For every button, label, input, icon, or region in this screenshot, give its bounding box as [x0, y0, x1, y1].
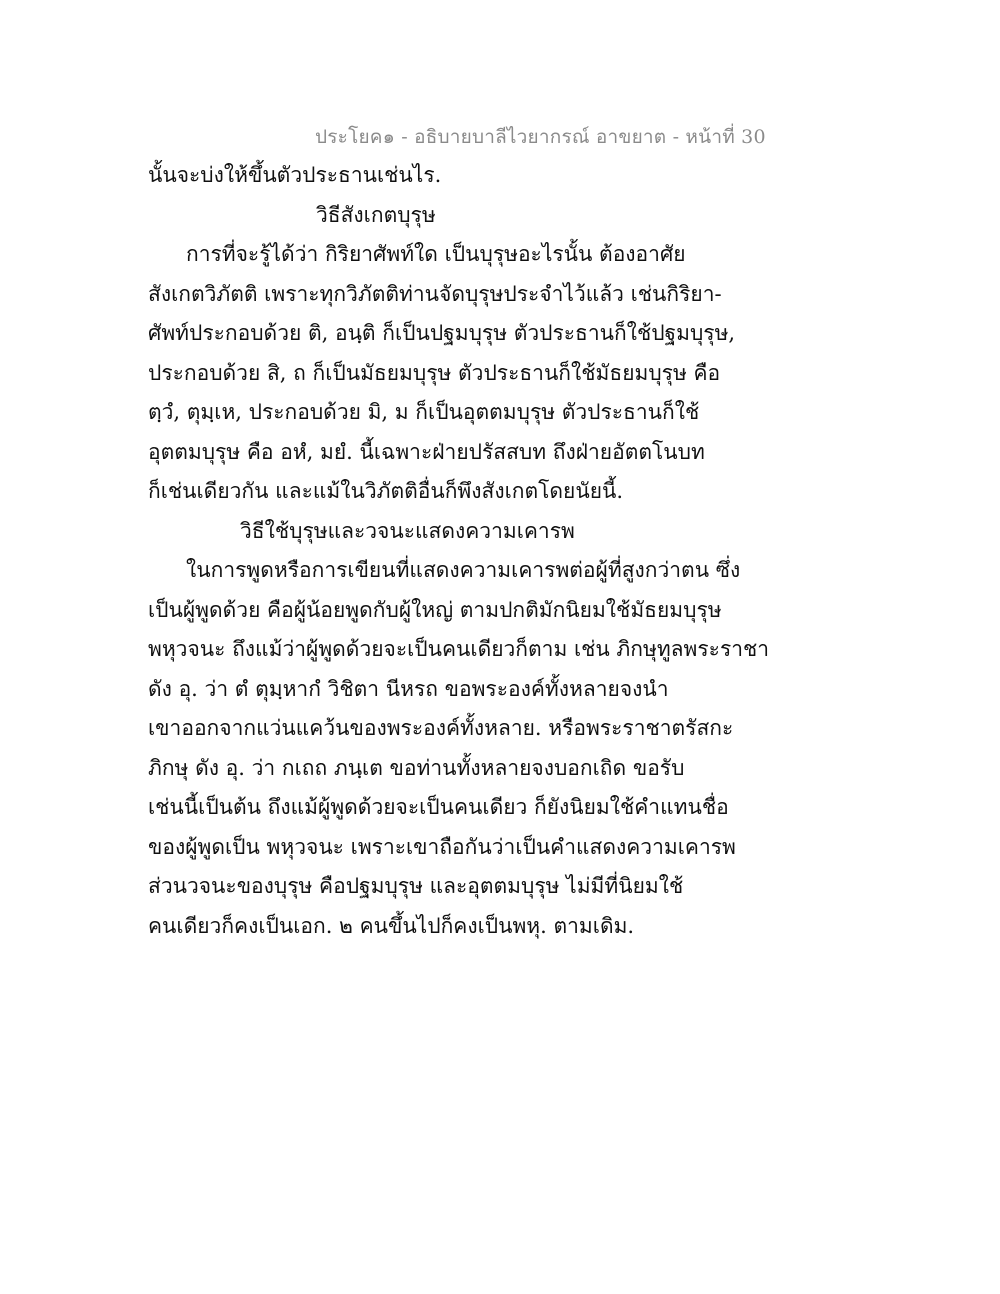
paragraph-line: เขาออกจากแว่นแคว้นของพระองค์ทั้งหลาย. หรือพระราชาตรัสกะ: [148, 716, 734, 740]
paragraph-line: ในการพูดหรือการเขียนที่แสดงความเคารพต่อผู้ที่สูงกว่าตน ซึ่ง: [186, 558, 741, 582]
paragraph-line: ดัง อุ. ว่า ตํ ตุมฺหากํ วิชิตา นีหรถ ขอพระองค์ทั้งหลายจงนำ: [148, 676, 669, 701]
paragraph-line: คนเดียวก็คงเป็นเอก. ๒ คนขึ้นไปก็คงเป็นพหุ. ตามเดิม.: [148, 913, 635, 938]
paragraph-line: ของผู้พูดเป็น พหุวจนะ เพราะเขาถือกันว่าเป็นคำแสดงความเคารพ: [148, 834, 736, 859]
section-heading: วิธีสังเกตบุรุษ: [316, 202, 436, 227]
paragraph-line: อุตตมบุรุษ คือ อหํ, มยํ. นี้เฉพาะฝ่ายปรัสสบท ถึงฝ่ายอัตตโนบท: [148, 439, 705, 464]
paragraph-line: เป็นผู้พูดด้วย คือผู้น้อยพูดกับผู้ใหญ่ ตามปกติมักนิยมใช้มัธยมบุรุษ: [148, 597, 722, 622]
paragraph-line: พหุวจนะ ถึงแม้ว่าผู้พูดด้วยจะเป็นคนเดียวก็ตาม เช่น ภิกษุทูลพระราชา: [148, 637, 770, 661]
paragraph-line: ประกอบด้วย สิ, ถ ก็เป็นมัธยมบุรุษ ตัวประธานก็ใช้มัธยมบุรุษ คือ: [148, 360, 721, 385]
paragraph-line: ส่วนวจนะของบุรุษ คือปฐมบุรุษ และอุตตมบุรุษ ไม่มีที่นิยมใช้: [148, 874, 684, 898]
paragraph-line: นั้นจะบ่งให้ขึ้นตัวประธานเช่นไร.: [148, 163, 442, 187]
paragraph-line: การที่จะรู้ได้ว่า กิริยาศัพท์ใด เป็นบุรุษอะไรนั้น ต้องอาศัย: [186, 242, 686, 266]
paragraph-line: สังเกตวิภัตติ เพราะทุกวิภัตติท่านจัดบุรุษประจำไว้แล้ว เช่นกิริยา-: [148, 281, 722, 306]
paragraph-line: ภิกษุ ดัง อุ. ว่า กเถถ ภนฺเต ขอท่านทั้งหลายจงบอกเถิด ขอรับ: [148, 755, 685, 780]
paragraph-line: ตฺวํ, ตุมฺเห, ประกอบด้วย มิ, ม ก็เป็นอุตตมบุรุษ ตัวประธานก็ใช้: [148, 400, 700, 424]
page-header: ประโยค๑ - อธิบายบาลีไวยากรณ์ อาขยาต - หน้าที่ 30: [315, 126, 766, 148]
paragraph-line: เช่นนี้เป็นต้น ถึงแม้ผู้พูดด้วยจะเป็นคนเดียว ก็ยังนิยมใช้คำแทนชื่อ: [148, 795, 729, 819]
paragraph-line: ก็เช่นเดียวกัน และแม้ในวิภัตติอื่นก็พึงสังเกตโดยนัยนี้.: [148, 479, 624, 503]
document-body: [148, 156, 770, 946]
section-heading: วิธีใช้บุรุษและวจนะแสดงความเคารพ: [240, 518, 575, 543]
paragraph-line: ศัพท์ประกอบด้วย ติ, อนฺติ ก็เป็นปฐมบุรุษ ตัวประธานก็ใช้ปฐมบุรุษ,: [148, 321, 736, 345]
